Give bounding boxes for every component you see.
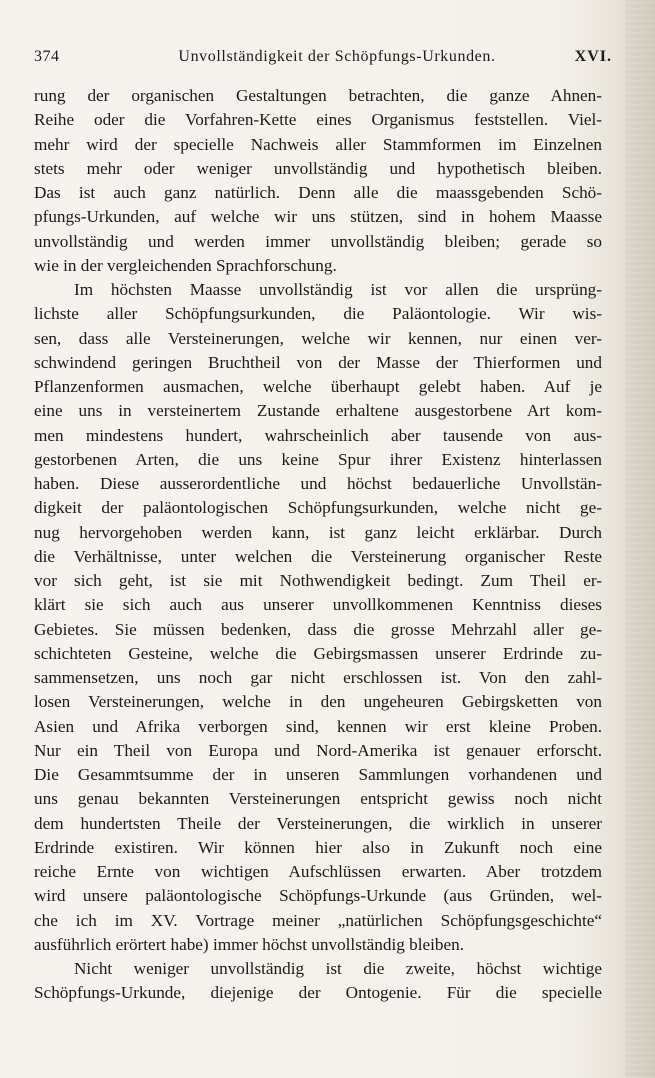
text-line: schwindend geringen Bruchtheil von der Masse der Thierformen und bbox=[34, 352, 602, 372]
text-line: Reihe oder die Vorfahren-Kette eines Organismus feststellen. Viel- bbox=[34, 110, 602, 130]
page-edge-shadow bbox=[625, 0, 655, 1078]
text-line: losen Versteinerungen, welche in den ungeheuren Gebirgsketten von bbox=[34, 692, 602, 712]
text-line: eine uns in versteinertem Zustande erhaltene ausgestorbene Art kom- bbox=[34, 401, 602, 421]
text-line: mehr wird der specielle Nachweis aller Stammformen im Einzelnen bbox=[34, 134, 602, 154]
chapter-number: XVI. bbox=[574, 48, 612, 65]
text-line: sen, dass alle Versteinerungen, welche wir kennen, nur einen ver- bbox=[34, 328, 602, 348]
text-line: Nicht weniger unvollständig ist die zweite, höchst wichtige bbox=[74, 959, 602, 978]
text-line: reiche Ernte von wichtigen Aufschlüssen erwarten. Aber trotzdem bbox=[34, 862, 602, 881]
page-number: 374 bbox=[34, 48, 60, 65]
text-line: dem hundertsten Theile der Versteinerungen, die wirklich in unserer bbox=[34, 813, 602, 833]
text-line: Im höchsten Maasse unvollständig ist vor allen die ursprüng- bbox=[74, 280, 602, 299]
text-line: Die Gesammtsumme der in unseren Sammlungen vorhandenen und bbox=[34, 765, 602, 784]
text-line: unvollständig und werden immer unvollständig bleiben; gerade so bbox=[34, 231, 602, 251]
text-line: uns genau bekannten Versteinerungen entspricht gewiss noch nicht bbox=[34, 789, 602, 809]
body-text bbox=[34, 84, 602, 1006]
text-line: sammensetzen, uns noch gar nicht erschlossen ist. Von den zahl- bbox=[34, 668, 602, 687]
text-line: vor sich geht, ist sie mit Nothwendigkeit bedingt. Zum Theil er- bbox=[34, 571, 602, 590]
text-line: die Verhältnisse, unter welchen die Versteinerung organischer Reste bbox=[34, 546, 602, 566]
text-line: digkeit der paläontologischen Schöpfungsurkunden, welche nicht ge- bbox=[34, 498, 602, 518]
text-line: Das ist auch ganz natürlich. Denn alle die maassgebenden Schö- bbox=[34, 183, 602, 202]
text-line: rung der organischen Gestaltungen betrachten, die ganze Ahnen- bbox=[34, 86, 602, 105]
text-line: Asien und Afrika verborgen sind, kennen wir erst kleine Proben. bbox=[34, 716, 602, 736]
running-head: Unvollständigkeit der Schöpfungs-Urkunden. bbox=[178, 48, 496, 65]
text-line: wie in der vergleichenden Sprachforschung. bbox=[34, 255, 337, 275]
page-header bbox=[34, 48, 612, 72]
text-line: men mindestens hundert, wahrscheinlich aber tausende von aus- bbox=[34, 425, 602, 445]
text-line: gestorbenen Arten, die uns keine Spur ihrer Existenz hinterlassen bbox=[34, 449, 602, 469]
text-line: ausführlich erörtert habe) immer höchst unvollständig bleiben. bbox=[34, 934, 465, 954]
text-line: Erdrinde existiren. Wir können hier also in Zukunft noch eine bbox=[34, 837, 602, 857]
text-line: schichteten Gesteine, welche die Gebirgsmassen unserer Erdrinde zu- bbox=[34, 643, 602, 663]
text-line: Nur ein Theil von Europa und Nord-Amerika ist genauer erforscht. bbox=[34, 740, 602, 760]
text-line: stets mehr oder weniger unvollständig und hypothetisch bleiben. bbox=[34, 158, 602, 178]
text-line: Pflanzenformen ausmachen, welche überhaupt gelebt haben. Auf je bbox=[34, 377, 602, 396]
text-line: klärt sie sich auch aus unserer unvollkommenen Kenntniss dieses bbox=[34, 595, 602, 615]
text-line: haben. Diese ausserordentliche und höchst bedauerliche Unvollstän- bbox=[34, 474, 602, 493]
text-line: lichste aller Schöpfungsurkunden, die Paläontologie. Wir wis- bbox=[34, 304, 602, 324]
text-line: wird unsere paläontologische Schöpfungs-Urkunde (aus Gründen, wel- bbox=[34, 886, 602, 906]
text-line: pfungs-Urkunden, auf welche wir uns stützen, sind in hohem Maasse bbox=[34, 207, 602, 227]
text-line: Schöpfungs-Urkunde, diejenige der Ontogenie. Für die specielle bbox=[34, 983, 602, 1003]
text-line: nug hervorgehoben werden kann, ist ganz leicht erklärbar. Durch bbox=[34, 522, 602, 542]
text-line: che ich im XV. Vortrage meiner „natürlichen Schöpfungsgeschichte“ bbox=[34, 910, 602, 930]
text-line: Gebietes. Sie müssen bedenken, dass die grosse Mehrzahl aller ge- bbox=[34, 619, 602, 639]
